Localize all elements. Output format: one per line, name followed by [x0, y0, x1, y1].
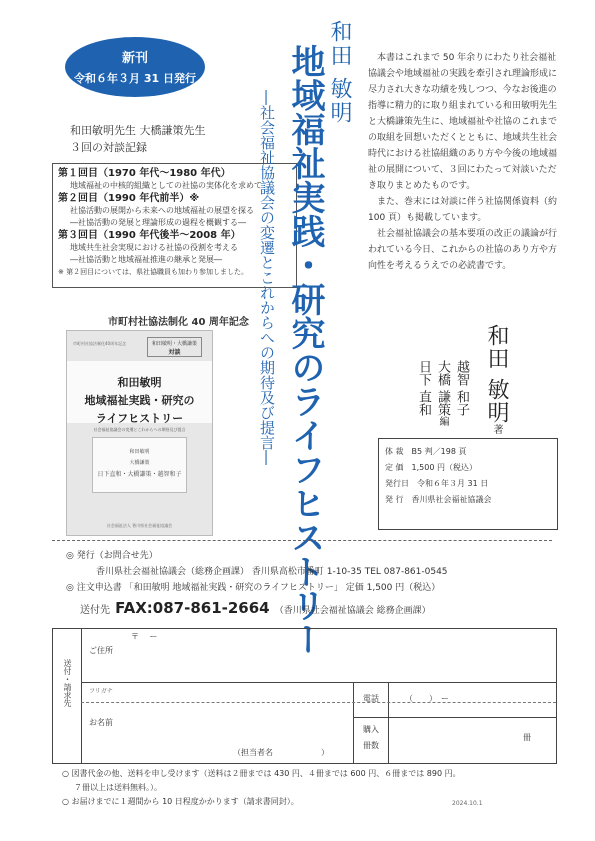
order-form [52, 628, 557, 764]
new-release-badge [65, 37, 205, 97]
postal-code-field[interactable]: 〒 ー [131, 632, 158, 641]
badge-date: 令和６年３月 31 日発行 [74, 72, 196, 85]
cut-line [52, 540, 552, 541]
cover-title-2: 地域福祉実践・研究の [84, 394, 195, 407]
name-label: お名前 [89, 718, 113, 727]
anniversary-label: 市町村社協法制化 40 周年記念 [108, 317, 249, 328]
cover-subtitle: 社会福祉協議会の変遷とこれからへの期待及び提言 [93, 427, 186, 432]
main-author-role: 著 [491, 424, 502, 435]
publisher-contact: 香川県社会福祉協議会（総務企画課） 香川県高松市番町 1-10-35 TEL 087-861-0545 [96, 567, 448, 577]
cover-title-3: ライフヒストリー [95, 412, 184, 425]
footnote-shipping-2: ７冊以上は送料無料。）。 [74, 783, 162, 792]
address-label: ご住所 [89, 646, 113, 655]
footnote-delivery: ○ お届けまでに１週間から 10 日程度かかります（請求書同封）。 [62, 797, 299, 806]
session-2-item: ―社協活動の発展と理論形成の過程を概観する― [70, 218, 246, 227]
publisher-label: ◎ 発行（お問合せ先） [66, 551, 158, 561]
cover-box-line3: 日下直和・大橋謙策・越智和子 [97, 471, 182, 478]
issue-date: 2024.10.1 [452, 800, 483, 807]
editor-name [436, 360, 449, 426]
specs-box [378, 438, 558, 530]
authors-caption [70, 122, 250, 156]
book-description [368, 50, 560, 274]
badge-title: 新刊 [121, 51, 148, 66]
session-1-head: 第１回目（1970 年代〜1980 年代） [58, 168, 231, 179]
cover-box-line2: 大橋謙策 [129, 460, 150, 466]
editors-role: 編 [437, 416, 448, 427]
session-3-head: 第３回目（1990 年代後半〜2008 年） [58, 230, 241, 241]
fax-org: （香川県社会福祉協議会 総務企画課） [274, 606, 431, 616]
spec-row: 発行日 令和６年３月 31 日 [385, 479, 489, 488]
session-1-item: 地域福祉の中核的組織としての社協の実体化を求めて [70, 181, 262, 190]
description-paragraph: 本書はこれまで 50 年余りにわたり社会福祉協議会や地域福祉の実践を牽引され理論形成に尽力され大きな功績を残しつつ、今なお後進の指導に精力的に取り組まれている和田敏明先生と大橋謙策先生に、地域福祉や社協のこれまでの取組を回想いただくとともに、地域共生社会時代における社協組織のあり方や今後の地域福祉の展開について、３回にわたって対談いただき取りまとめたものです。 [368, 53, 558, 191]
author-vertical: 和田 敏明 [327, 20, 352, 125]
session-2-head: 第２回目（1990 年代前半）※ [58, 193, 200, 204]
book-subtitle: ―社会福祉協議会の変遷とこれからへの期待及び提言― [258, 90, 276, 465]
session-2-item: 社協活動の展開から未来への地域福祉の展望を探る [70, 206, 254, 215]
recipient-side-label: 送付・請求先 [63, 659, 72, 707]
editor-name: 日下 直和 [416, 360, 431, 417]
cover-top-text: 市町村社協法制化40周年記念 [73, 341, 127, 346]
session-3-item: ―社協活動と地域福祉推進の継承と発展― [70, 255, 222, 264]
tel-label: 電話 [363, 694, 379, 703]
cover-publisher: 社会福祉法人 香川県社会福祉協議会 [106, 523, 173, 528]
cover-strip-line2: 対談 [168, 349, 181, 356]
footnote-shipping: ○ 図書代金の他、送料を申し受けます（送料は２冊までは 430 円、４冊までは 600 円、６冊までは 890 円。 [62, 769, 461, 778]
editor-name: 越智 和子 [454, 360, 469, 417]
fax-number: FAX:087-861-2664 [115, 599, 270, 617]
cover-title-1: 和田敏明 [117, 376, 162, 389]
qty-field[interactable]: 冊 [523, 733, 531, 742]
editor-name-text: 大橋 謙策 [435, 360, 450, 417]
cover-strip-line1: 和田敏明・大橋謙策 [151, 341, 197, 347]
tel-field[interactable]: （ ） ー [405, 694, 449, 703]
book-title: 地域福祉実践・研究のライフヒストリー [285, 44, 325, 656]
fax-label: 送付先 [80, 605, 110, 616]
cover-title-band [67, 361, 212, 423]
session-3-item: 地域共生社会実現における社協の役割を考える [70, 243, 238, 252]
authors-line: 和田敏明先生 大橋謙策先生 [70, 124, 206, 137]
cover-box-line1: 和田敏明 [129, 449, 150, 455]
spec-row: 体 裁 B5 判／198 頁 [385, 447, 467, 456]
cover-strip [147, 337, 202, 357]
cover-author-box [92, 437, 187, 493]
furigana-label: フリガナ [89, 688, 113, 695]
spec-row: 定 価 1,500 円（税込） [385, 463, 477, 472]
description-paragraph: 社会福祉協議会の基本要項の改正の議論が行われている今日、これからの社協のあり方や方向性を考えるうえでの必読書です。 [368, 229, 558, 271]
qty-label-1: 購入 [363, 725, 379, 734]
sessions-note: ※ 第２回目については、県社協職員も加わり参加しました。 [58, 268, 248, 276]
qty-label-2: 冊数 [363, 741, 379, 750]
authors-line-2: ３回の対談記録 [70, 141, 147, 154]
spec-row: 発 行 香川県社会福祉協議会 [385, 495, 492, 504]
main-author-name: 和田 敏明 [484, 324, 509, 424]
fax-line [80, 598, 431, 617]
main-author-byline [485, 324, 507, 435]
order-title: ◎ 注文申込書 「和田敏明 地域福祉実践・研究のライフヒストリー」 定価 1,500 円（税込） [66, 583, 441, 593]
contact-person-field[interactable]: （担当者名 ） [233, 748, 329, 757]
description-paragraph: また、巻末には対談に伴う社協関係資料（約 100 頁）も掲載しています。 [368, 197, 558, 223]
book-cover-image [66, 330, 213, 536]
